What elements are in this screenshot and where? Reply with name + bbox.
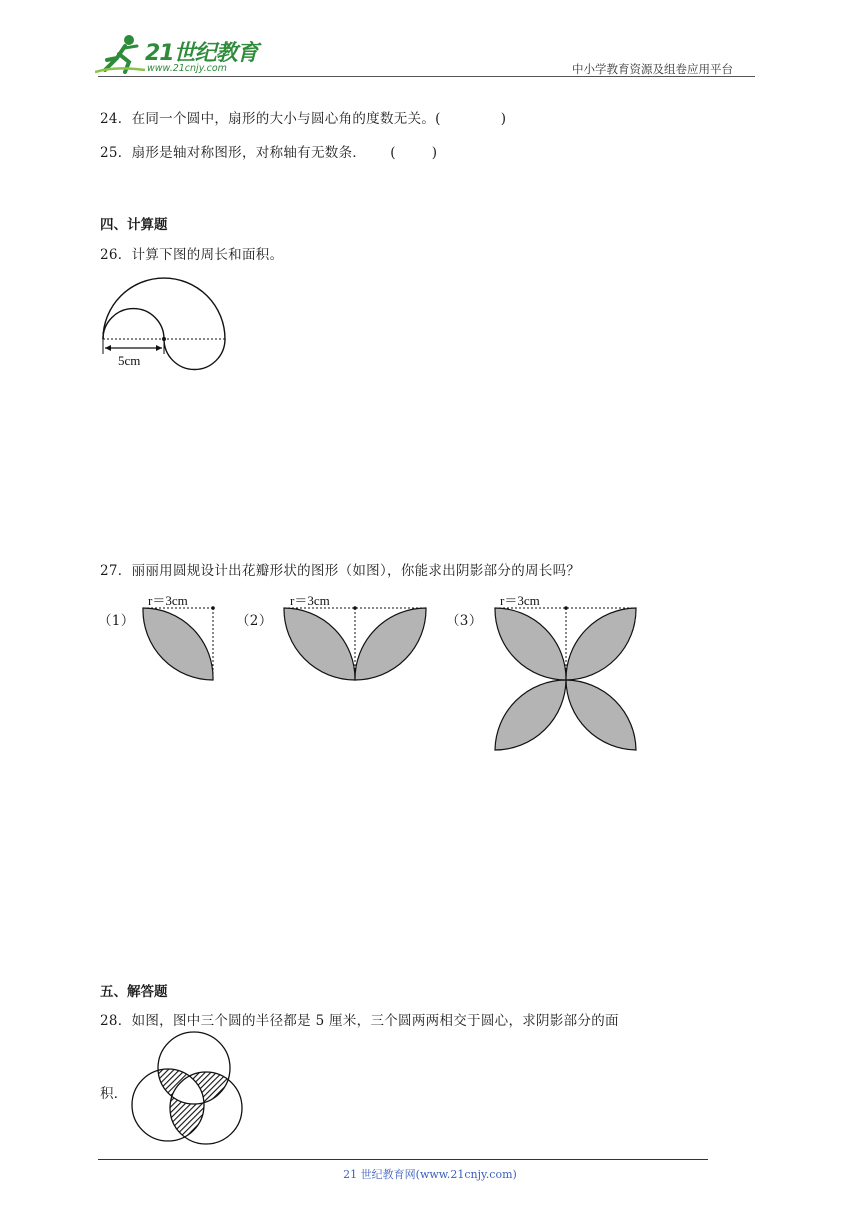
question-28-tail: 积．	[100, 1086, 128, 1102]
runner-logo-icon	[95, 32, 147, 76]
figure-q26	[98, 274, 238, 374]
paren-close: )	[431, 145, 438, 161]
figure-q27-2	[280, 588, 440, 688]
figure-q28	[128, 1030, 248, 1148]
figure-label-1: （1）	[98, 613, 135, 629]
question-28: 28．如图，图中三个圆的半径都是 5 厘米，三个圆两两相交于圆心，求阴影部分的面	[100, 1013, 619, 1029]
petal-bottom-left	[495, 680, 566, 750]
question-25-text: 25．扇形是轴对称图形，对称轴有无数条．	[100, 145, 367, 161]
measure-label: 5cm	[118, 353, 141, 368]
radius-label: r＝3cm	[500, 593, 540, 608]
question-24-text: 24．在同一个圆中，扇形的大小与圆心角的度数无关。(	[100, 111, 441, 127]
section-title-4: 四、计算题	[100, 217, 168, 233]
petal-top-right	[566, 608, 636, 680]
figure-label-3: （3）	[446, 613, 483, 629]
small-arc-right	[164, 339, 225, 370]
big-arc	[103, 278, 225, 339]
question-24	[100, 107, 506, 127]
petal-left	[284, 608, 355, 680]
petal-top-left	[495, 608, 566, 680]
radius-label: r＝3cm	[290, 593, 330, 608]
figure-label-2: （2）	[236, 613, 273, 629]
paren-open: (	[390, 145, 396, 161]
logo-url-text: www.21cnjy.com	[147, 63, 227, 74]
figure-q27-3	[490, 588, 650, 758]
footer-text[interactable]: 21 世纪教育网(www.21cnjy.com)	[343, 1168, 517, 1181]
petal-right	[355, 608, 426, 680]
radius-label: r＝3cm	[148, 593, 188, 608]
paren-close: )	[500, 111, 507, 127]
question-27: 27．丽丽用圆规设计出花瓣形状的图形（如图），你能求出阴影部分的周长吗？	[100, 563, 581, 579]
petal-bottom-right	[566, 680, 636, 750]
header-rule	[98, 76, 755, 77]
petal	[143, 608, 213, 680]
question-25	[100, 141, 437, 161]
question-26: 26．计算下图的周长和面积。	[100, 247, 284, 263]
header-logo	[95, 32, 265, 76]
footer-rule	[98, 1159, 708, 1160]
small-arc-left	[103, 309, 164, 339]
logo-text: 21世纪教育	[145, 41, 258, 66]
header-right-text: 中小学教育资源及组卷应用平台	[572, 62, 733, 76]
section-title-5: 五、解答题	[100, 984, 168, 1000]
figure-q27-1	[136, 588, 226, 688]
